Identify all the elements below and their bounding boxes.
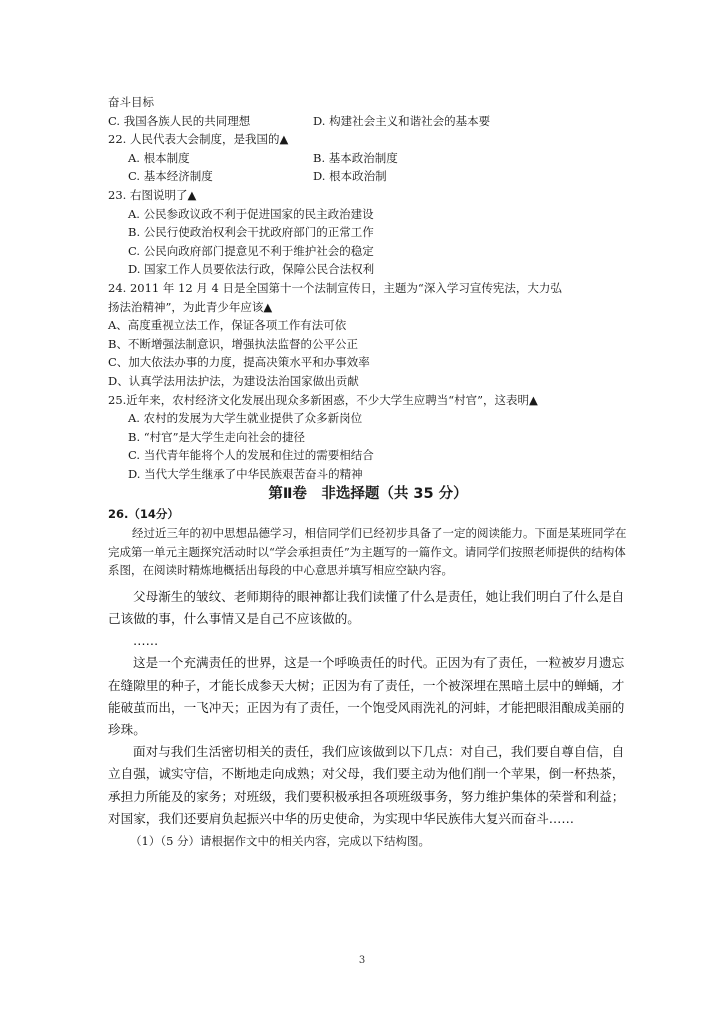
- essay-paragraph-2: 这是一个充满责任的世界，这是一个呼唤责任的时代。正因为有了责任，一粒被岁月遗忘在缝隙里的种子，才能长成参天大树；正因为有了责任，一个被深埋在黑暗土层中的蝉蛹，才能破茧而出，一飞冲天；正因为有了责任，一个饱受风雨洗礼的河蚌，才能把眼泪酿成美丽的珍珠。: [108, 655, 625, 738]
- q24-option-c: C、加大依法办事的力度，提高决策水平和办事效率: [108, 355, 370, 370]
- q23-option-d: D. 国家工作人员要依法行政，保障公民合法权利: [128, 262, 375, 277]
- q23-option-c: C. 公民向政府部门提意见不利于维护社会的稳定: [128, 243, 374, 258]
- q22-option-c: C. 基本经济制度: [128, 169, 213, 184]
- q24-option-d: D、认真学法用法护法，为建设法治国家做出贡献: [108, 373, 359, 388]
- q22-options-ab: [108, 149, 628, 168]
- q22-stem: 22. 人民代表大会制度，是我国的▲: [108, 132, 289, 147]
- section-2-title: 第Ⅱ卷 非选择题（共 35 分）: [268, 486, 468, 503]
- q24-stem-line1: 24. 2011 年 12 月 4 日是全国第十一个法制宣传日，主题为“深入学习宣传宪法，大力弘: [108, 280, 562, 295]
- q23-stem: 23. 右图说明了▲: [108, 187, 197, 202]
- q24-option-b: B、不断增强法制意识，增强执法监督的公平公正: [108, 336, 358, 351]
- q23-option-a: A. 公民参政议政不利于促进国家的民主政治建设: [128, 206, 374, 221]
- q26-intro: 经过近三年的初中思想品德学习，相信同学们已经初步具备了一定的阅读能力。下面是某班同学在完成第一单元主题探究活动时以“学会承担责任”为主题写的一篇作文。请同学们按照老师提供的结构体系图，在阅读时精炼地概括出每段的中心意思并填写相应空缺内容。: [108, 526, 627, 578]
- exam-page: [108, 93, 628, 851]
- essay-ellipsis: ……: [133, 633, 159, 649]
- q21-options-cd: [108, 112, 628, 131]
- essay-paragraph-1: 父母渐生的皱纹、老师期待的眼神都让我们读懂了什么是责任，她让我们明白了什么是自己该做的事，什么事情又是自己不应该做的。: [108, 588, 625, 627]
- page-number: 3: [358, 955, 366, 966]
- q25-option-b: B. “村官”是大学生走向社会的捷径: [128, 429, 306, 444]
- q21-option-d: D. 构建社会主义和谐社会的基本要: [313, 113, 491, 128]
- q25-option-a: A. 农村的发展为大学生就业提供了众多新岗位: [128, 411, 363, 426]
- q24-stem-line2: 扬法治精神”，为此青少年应该▲: [108, 299, 273, 314]
- q22-options-cd: [108, 167, 628, 186]
- q25-option-c: C. 当代青年能将个人的发展和住过的需要相结合: [128, 448, 374, 463]
- q25-option-d: D. 当代大学生继承了中华民族艰苦奋斗的精神: [128, 466, 363, 481]
- q23-option-b: B. 公民行使政治权利会干扰政府部门的正常工作: [128, 225, 374, 240]
- q22-option-d: D. 根本政治制: [313, 169, 387, 184]
- essay-paragraph-3: 面对与我们生活密切相关的责任，我们应该做到以下几点：对自己，我们要自尊自信，自立自强，诚实守信，不断地走向成熟；对父母，我们要主动为他们削一个苹果，倒一杯热茶，承担力所能及的家务；对班级，我们要积极承担各项班级事务，努力维护集体的荣誉和利益；对国家，我们还要肩负起振兴中华的历史使命，为实现中华民族伟大复兴而奋斗……: [108, 744, 625, 826]
- q21-tail: 奋斗目标: [108, 95, 154, 109]
- q21-option-c: C. 我国各族人民的共同理想: [108, 113, 251, 128]
- q22-option-b: B. 基本政治制度: [313, 150, 398, 165]
- q25-stem: 25.近年来，农村经济文化发展出现众多新困惑，不少大学生应聘当“村官”，这表明▲: [108, 392, 538, 407]
- q24-option-a: A、高度重视立法工作，保证各项工作有法可依: [108, 318, 347, 333]
- q26-sub1: （1）（5 分）请根据作文中的相关内容，完成以下结构图。: [130, 834, 431, 849]
- q26-heading: 26.（14分）: [108, 507, 179, 522]
- q22-option-a: A. 根本制度: [128, 150, 190, 165]
- q26-essay: [108, 586, 628, 830]
